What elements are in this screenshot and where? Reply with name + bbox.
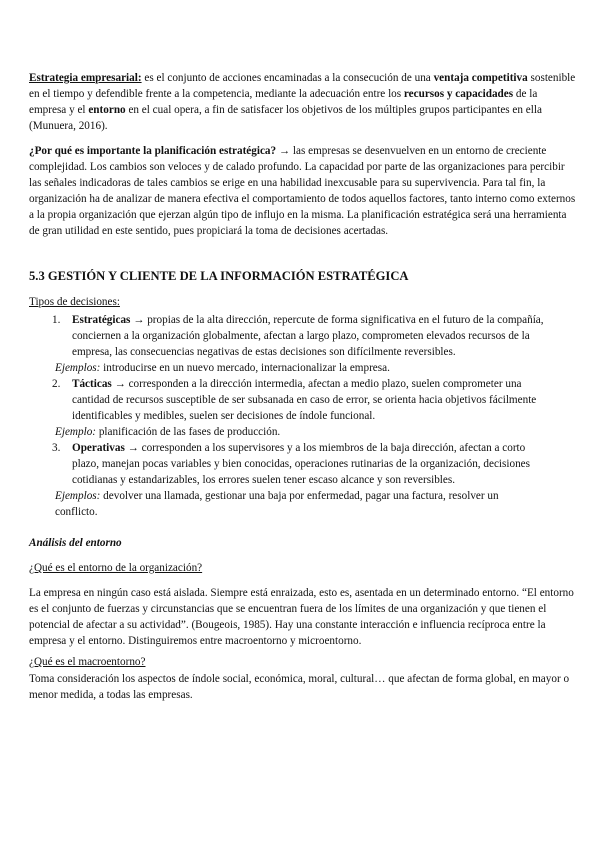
example-text: introducirse en un nuevo mercado, internacionalizar la empresa. bbox=[100, 362, 390, 374]
list-item bbox=[52, 312, 550, 360]
list-item bbox=[52, 440, 550, 488]
importance-question: ¿Por qué es importante la planificación estratégica? bbox=[29, 145, 277, 157]
question-macroentorno: ¿Qué es el macroentorno? bbox=[29, 656, 146, 668]
analysis-title: Análisis del entorno bbox=[29, 537, 122, 549]
list-item-title: Estratégicas bbox=[72, 314, 131, 326]
definition-paragraph bbox=[29, 70, 577, 134]
text-run: es el conjunto de acciones encaminadas a la consecución de una bbox=[141, 72, 434, 84]
text-run: de la empresa y el bbox=[29, 88, 538, 116]
example-label: Ejemplos: bbox=[55, 490, 101, 502]
text-run: en el cual opera, a fin de satisfacer los objetivos de los múltiples grupos participantes en ella (Munuera, 2016). bbox=[29, 104, 542, 132]
list-number: 2. bbox=[52, 378, 61, 390]
list-number: 1. bbox=[52, 314, 61, 326]
definition-term: Estrategia empresarial: bbox=[29, 72, 142, 84]
example-text: devolver una llamada, gestionar una baja por enfermedad, pagar una factura, resolver un conflicto. bbox=[55, 490, 499, 518]
example-line bbox=[55, 360, 535, 376]
example-line bbox=[55, 424, 535, 440]
list-number: 3. bbox=[52, 442, 61, 454]
list-item-title: Tácticas bbox=[72, 378, 112, 390]
question-entorno: ¿Qué es el entorno de la organización? bbox=[29, 562, 203, 574]
bold-term: ventaja competitiva bbox=[433, 72, 528, 84]
example-label: Ejemplo: bbox=[55, 426, 97, 438]
bold-term: recursos y capacidades bbox=[403, 88, 514, 100]
list-item-text: → propias de la alta dirección, repercute de forma significativa en el futuro de la compañía, conciernen a la organización globalmente, afectan a largo plazo, comprometen elevados recursos de la empresa, las consecuencias negativas de estas decisiones son difícilmente reversibles. bbox=[72, 314, 544, 358]
list-item bbox=[52, 376, 550, 424]
text-run: → las empresas se desenvuelven en un entorno de creciente complejidad. Los cambios son veloces y de calado profundo. La capacidad por parte de las organizaciones para percibir las señales indicadoras de tales cambios se erige en una habilidad inexcusable para su supervivencia. Para tal fin, la organización ha de analizar de manera efectiva el comportamiento de todos aquellos factores, tanto interno como externos a la propia organización que ejerzan algún tipo de influjo en la misma. La planificación estratégica será una herramienta de gran utilidad en este sentido, pues propiciará la toma de decisiones acertadas. bbox=[29, 145, 576, 237]
answer-entorno: La empresa en ningún caso está aislada. Siempre está enraizada, esto es, asentada en un determinado entorno. “El entorno es el conjunto de fuerzas y circunstancias que se encuentran fuera de los límites de una organización y que tienen el potencial de afectar a su actividad”. (Bougeois, 1985). Hay una constante interacción e influencia recíproca entre la empresa y el entorno. Distinguiremos entre macroentorno y microentorno. bbox=[29, 587, 574, 647]
example-label: Ejemplos: bbox=[55, 362, 101, 374]
text-run: sostenible en el tiempo y defendible frente a la competencia, mediante la adecuación entre los bbox=[29, 72, 576, 100]
decisions-heading: Tipos de decisiones: bbox=[29, 296, 120, 308]
list-item-text: → corresponden a la dirección intermedia, afectan a medio plazo, suelen comprometer una cantidad de recursos susceptible de ser subsanada en caso de error, se orienta hacia objetivos fácilmente identificables y medibles, suelen ser decisiones de índole funcional. bbox=[72, 378, 537, 422]
list-item-title: Operativas bbox=[72, 442, 125, 454]
answer-macroentorno: Toma consideración los aspectos de índole social, económica, moral, cultural… que afectan de forma global, en mayor o menor medida, a todas las empresas. bbox=[29, 673, 570, 701]
example-text: planificación de las fases de producción. bbox=[96, 426, 281, 438]
bold-term: entorno bbox=[88, 104, 126, 116]
list-item-text: → corresponden a los supervisores y a los miembros de la baja dirección, afectan a corto plazo, manejan pocas variables y bien conocidas, operaciones rutinarias de la organización, decisiones cotidianas y estandarizables, los errores suelen tener escaso alcance y son reversibles. bbox=[72, 442, 530, 486]
example-line bbox=[55, 488, 535, 520]
importance-paragraph bbox=[29, 143, 577, 239]
section-title: 5.3 GESTIÓN Y CLIENTE DE LA INFORMACIÓN ESTRATÉGICA bbox=[29, 269, 409, 283]
